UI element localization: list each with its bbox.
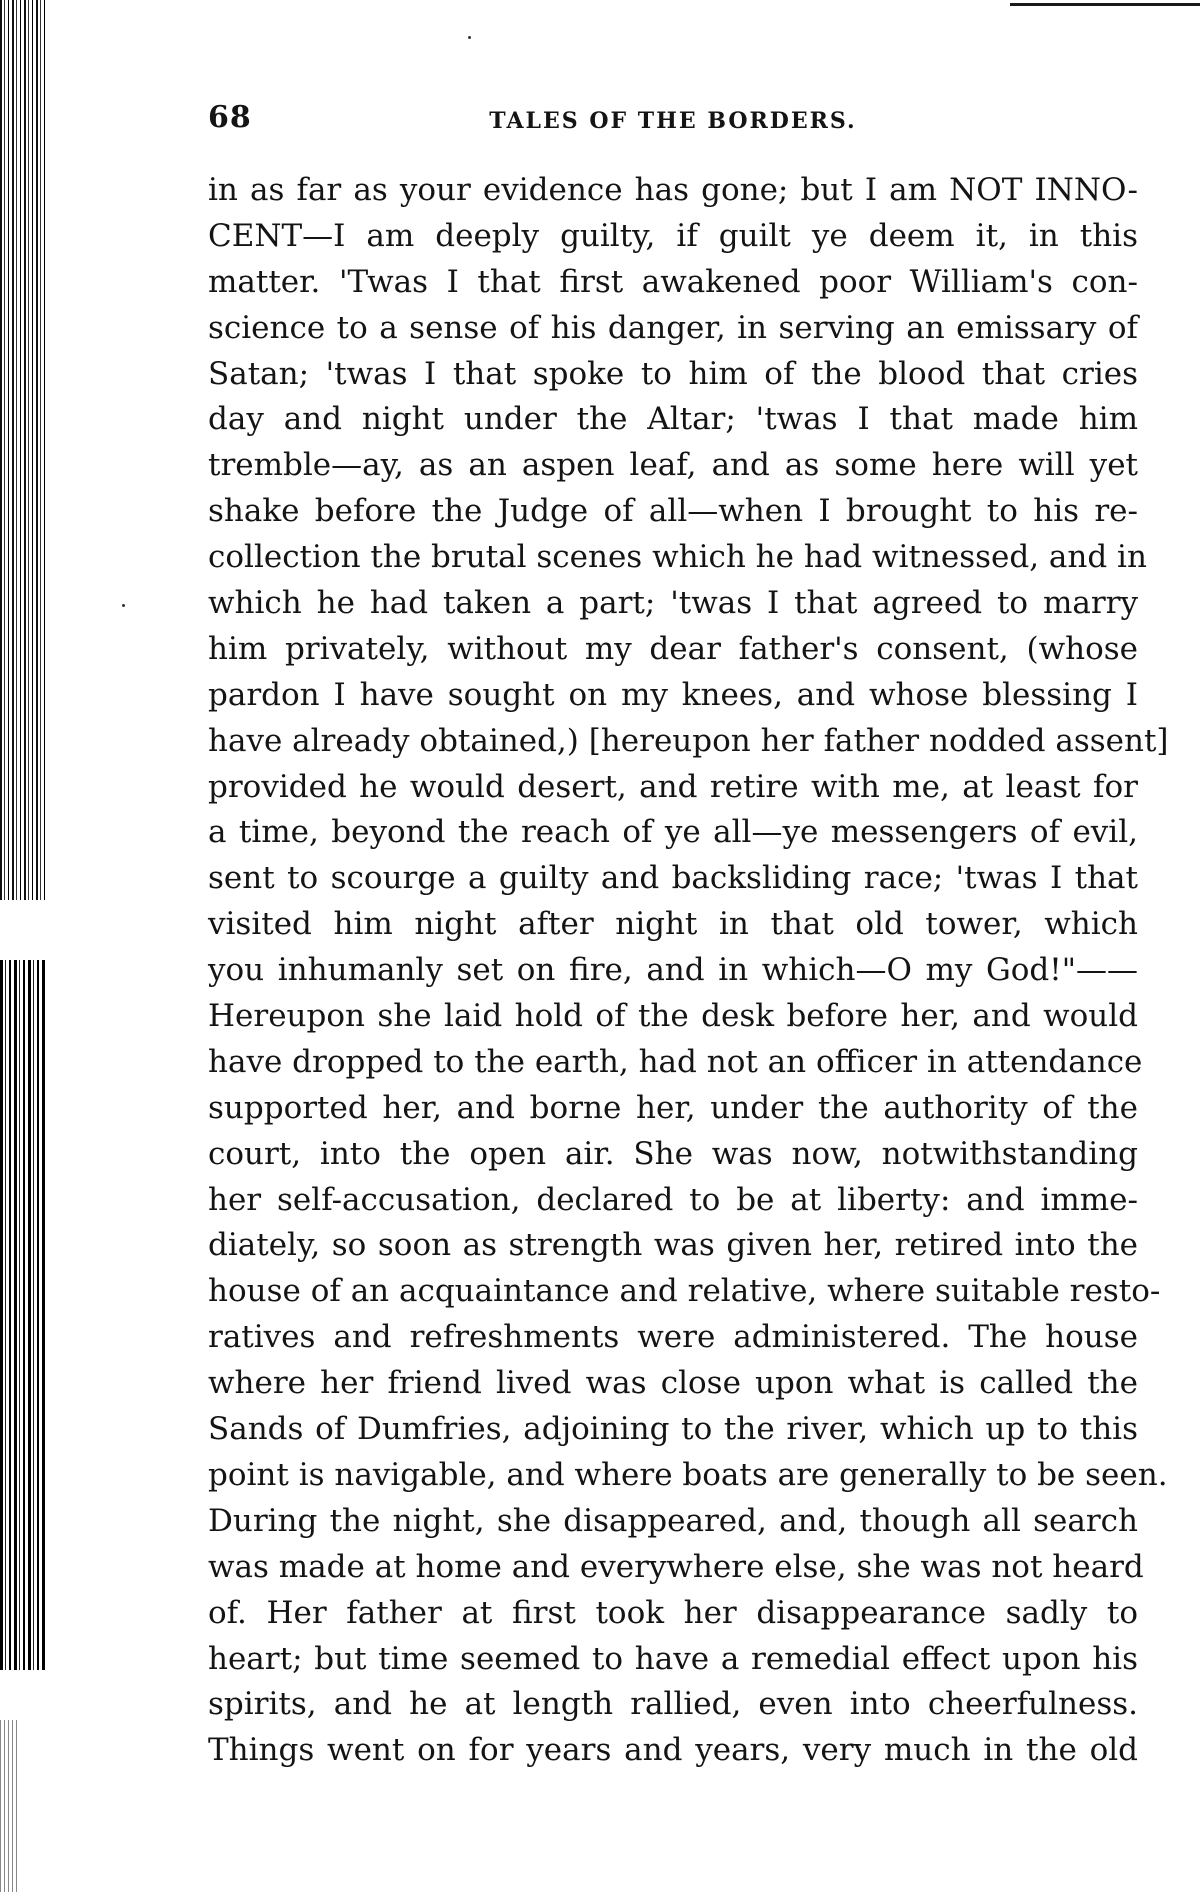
scan-speck (468, 36, 471, 39)
text-line: Things went on for years and years, very much in the old (208, 1732, 1138, 1769)
text-line: Sands of Dumfries, adjoining to the river, which up to this (208, 1411, 1138, 1448)
text-line: house of an acquaintance and relative, where suitable resto- (208, 1273, 1161, 1310)
text-line: have dropped to the earth, had not an officer in attendance (208, 1043, 1143, 1080)
text-line: of. Her father at first took her disappearance sadly to (208, 1594, 1138, 1631)
text-line: sent to scourge a guilty and backsliding race; 'twas I that (208, 860, 1138, 897)
text-line: which he had taken a part; 'twas I that agreed to marry (208, 585, 1138, 622)
text-line: collection the brutal scenes which he had witnessed, and in (208, 539, 1147, 576)
text-line: visited him night after night in that old tower, which (208, 906, 1138, 943)
scan-speck (122, 604, 125, 607)
body-text (208, 168, 1169, 1774)
binding-shadow-bottom (0, 1720, 18, 1892)
text-line: in as far as your evidence has gone; but I am NOT INNO- (208, 172, 1138, 208)
text-line: court, into the open air. She was now, notwithstanding (208, 1135, 1138, 1172)
text-line: CENT—I am deeply guilty, if guilt ye deem it, in this (208, 217, 1138, 254)
binding-edge-scan (0, 0, 46, 1892)
text-line: a time, beyond the reach of ye all—ye messengers of evil, (208, 814, 1138, 851)
text-line: During the night, she disappeared, and, though all search (208, 1502, 1138, 1539)
page-header (208, 100, 1138, 140)
binding-shadow-lower (0, 960, 46, 1670)
page-number: 68 (208, 100, 252, 135)
text-line: pardon I have sought on my knees, and whose blessing I (208, 676, 1138, 713)
text-line: day and night under the Altar; 'twas I that made him (208, 401, 1138, 438)
text-line: matter. 'Twas I that first awakened poor William's con- (208, 263, 1138, 300)
text-line: diately, so soon as strength was given her, retired into the (208, 1227, 1138, 1264)
text-line: tremble—ay, as an aspen leaf, and as some here will yet (208, 447, 1138, 484)
text-line: was made at home and everywhere else, she was not heard (208, 1548, 1144, 1585)
text-line: supported her, and borne her, under the authority of the (208, 1089, 1138, 1126)
text-line: her self-accusation, declared to be at liberty: and imme- (208, 1181, 1138, 1218)
text-line: science to a sense of his danger, in serving an emissary of (208, 309, 1138, 346)
text-line: spirits, and he at length rallied, even into cheerfulness. (208, 1686, 1138, 1723)
text-line: Hereupon she laid hold of the desk before her, and would (208, 998, 1138, 1035)
text-line: you inhumanly set on fire, and in which—O my God!"—— (208, 952, 1138, 989)
text-line: ratives and refreshments were administered. The house (208, 1319, 1138, 1356)
text-line: point is navigable, and where boats are generally to be seen. (208, 1456, 1168, 1493)
text-line: Satan; 'twas I that spoke to him of the blood that cries (208, 355, 1138, 392)
text-line: provided he would desert, and retire with me, at least for (208, 768, 1138, 805)
text-line: shake before the Judge of all—when I brought to his re- (208, 493, 1138, 530)
binding-shadow-upper (0, 0, 46, 900)
running-title: TALES OF THE BORDERS. (489, 108, 857, 134)
corner-rule (1010, 0, 1200, 9)
text-line: him privately, without my dear father's consent, (whose (208, 630, 1138, 667)
text-line: have already obtained,) [hereupon her father nodded assent] (208, 722, 1169, 759)
text-line: heart; but time seemed to have a remedial effect upon his (208, 1640, 1138, 1677)
text-line: where her friend lived was close upon what is called the (208, 1365, 1138, 1402)
